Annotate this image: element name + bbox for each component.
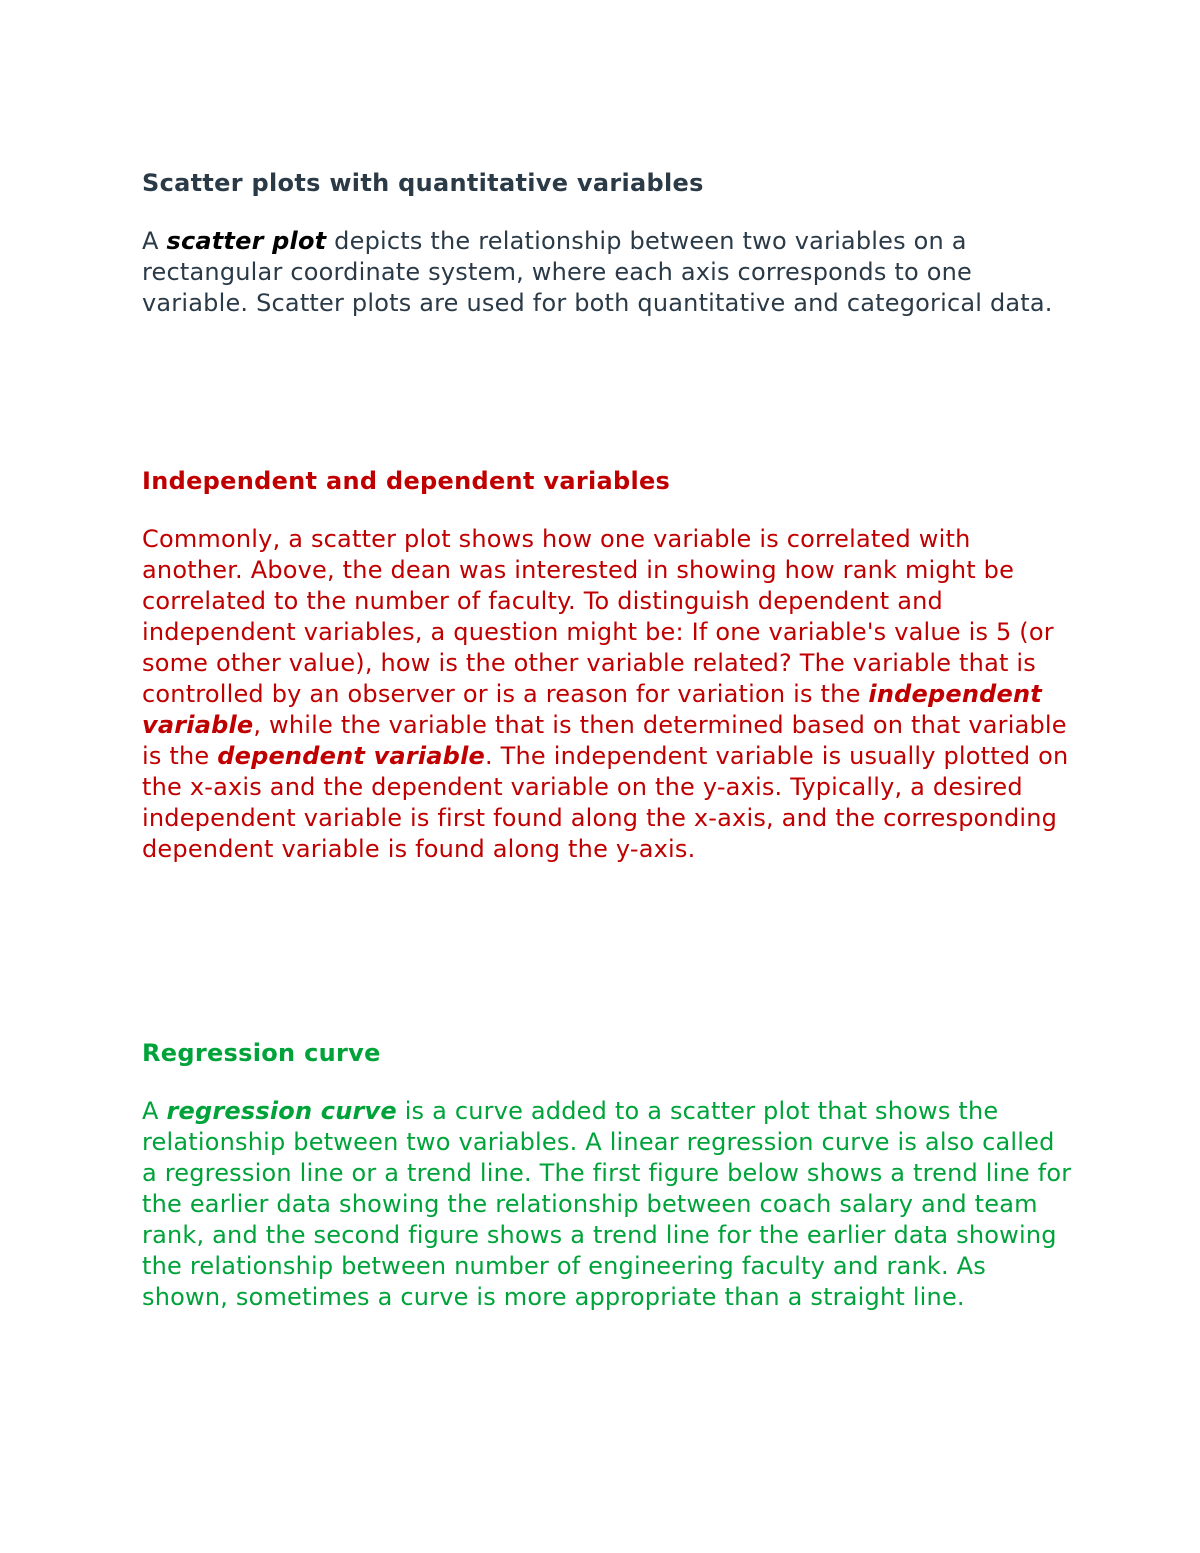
paragraph-text: A xyxy=(142,227,167,255)
key-term: independent variable xyxy=(142,680,1042,739)
section-paragraph xyxy=(142,226,1072,319)
section-regression-curve xyxy=(142,1038,1072,1313)
section-heading: Scatter plots with quantitative variables xyxy=(142,169,704,197)
section-heading: Independent and dependent variables xyxy=(142,467,671,495)
section-heading: Regression curve xyxy=(142,1039,381,1067)
paragraph-text: A xyxy=(142,1097,167,1125)
section-paragraph xyxy=(142,524,1072,865)
section-paragraph xyxy=(142,1096,1072,1313)
section-scatter-plots xyxy=(142,168,1072,319)
key-term: dependent variable xyxy=(217,742,485,770)
paragraph-text: Commonly, a scatter plot shows how one variable is correlated with another. Above, the dean was interested in showing how rank might be correlated to the number of faculty. To distinguish dependent and independent variables, a question might be: If one variable's value is 5 (or some other value), how is the other variable related? The variable that is controlled by an observer or is a reason for variation is the xyxy=(142,525,1054,708)
paragraph-text: . The independent variable is usually plotted on the x-axis and the dependent variable on the y-axis. Typically, a desired independent variable is first found along the x-axis, and the corresponding dependent variable is found along the y-axis. xyxy=(142,742,1069,863)
section-independent-dependent xyxy=(142,466,1072,865)
key-term: scatter plot xyxy=(166,227,327,255)
paragraph-text: , while the variable that is then determined based on that variable is the xyxy=(142,711,1067,770)
paragraph-text: is a curve added to a scatter plot that shows the relationship between two variables. A linear regression curve is also called a regression line or a trend line. The first figure below shows a trend line for the earlier data showing the relationship between coach salary and team rank, and the second figure shows a trend line for the earlier data showing the relationship between number of engineering faculty and rank. As shown, sometimes a curve is more appropriate than a straight line. xyxy=(142,1097,1072,1311)
key-term: regression curve xyxy=(166,1097,397,1125)
paragraph-text: depicts the relationship between two variables on a rectangular coordinate system, where each axis corresponds to one variable. Scatter plots are used for both quantitative and categorical data. xyxy=(142,227,1053,317)
